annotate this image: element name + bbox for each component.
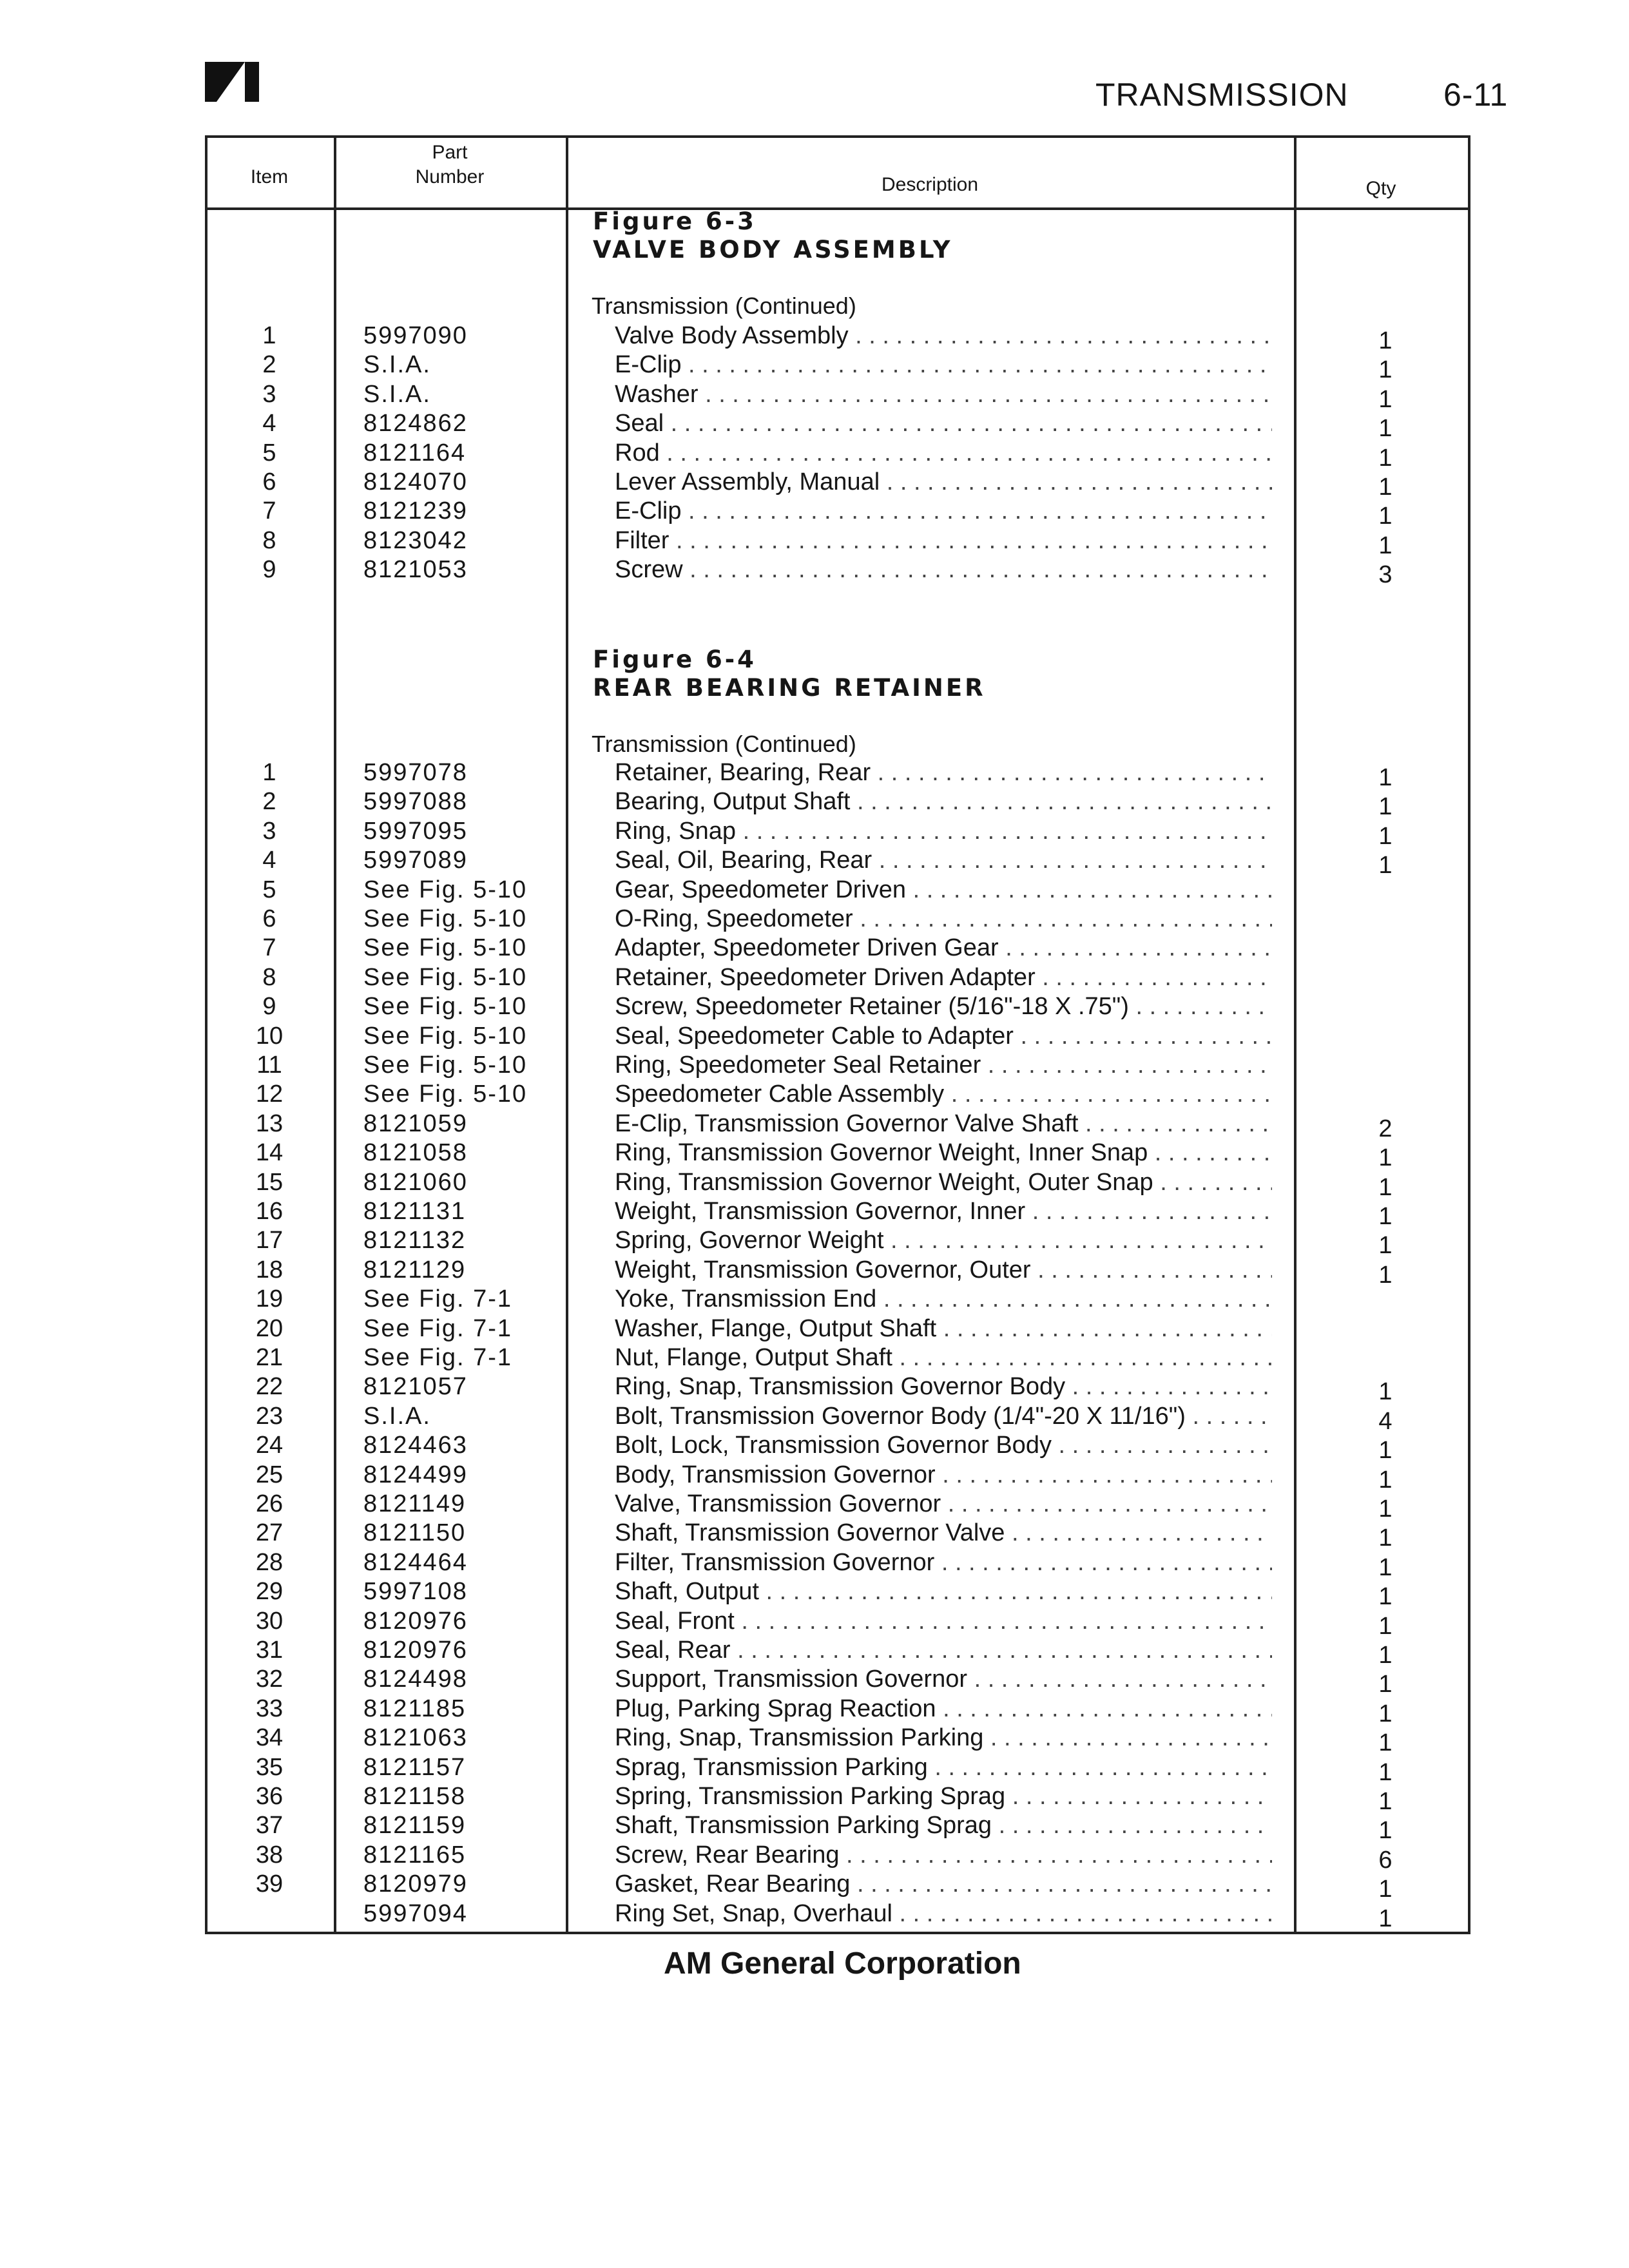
table-row (205, 1081, 1470, 1110)
item-cell: 8 (262, 526, 276, 554)
item-cell: 35 (255, 1753, 284, 1781)
table-row (205, 1344, 1470, 1374)
qty-cell: 1 (1378, 327, 1393, 354)
footer-company: AM General Corporation (664, 1946, 1021, 1981)
table-row (205, 1870, 1470, 1903)
part-number-cell: See Fig. 5-10 (363, 934, 528, 962)
table-row (205, 1373, 1470, 1406)
table-row (205, 556, 1470, 589)
table-row (205, 1578, 1470, 1611)
item-cell: 15 (255, 1168, 284, 1196)
table-row (205, 497, 1470, 530)
part-number-cell: S.I.A. (363, 351, 431, 379)
description-cell: E-Clip, Transmission Governor Valve Shaft . . . (615, 1110, 1272, 1138)
qty-cell: 1 (1378, 385, 1393, 413)
item-cell: 31 (255, 1637, 284, 1664)
part-number-cell: 5997108 (363, 1578, 468, 1606)
qty-cell: 1 (1378, 1495, 1393, 1523)
table-row (205, 817, 1470, 850)
item-cell: 4 (262, 410, 276, 437)
qty-cell: 1 (1378, 1232, 1393, 1260)
part-number-cell: 8123042 (363, 526, 468, 554)
part-number-cell: 5997089 (363, 847, 468, 874)
part-number-cell: 8124862 (363, 410, 468, 437)
qty-cell: 2 (1378, 1115, 1393, 1142)
part-number-cell: 8121059 (363, 1110, 468, 1137)
table-row (205, 1666, 1470, 1698)
table-row (205, 964, 1470, 994)
table-row (205, 1023, 1470, 1052)
qty-cell: 1 (1378, 1876, 1393, 1903)
item-cell: 36 (255, 1783, 284, 1810)
description-cell: Plug, Parking Sprag Reaction . . . (615, 1695, 1272, 1723)
item-cell: 9 (262, 556, 276, 584)
qty-cell: 1 (1378, 852, 1393, 879)
qty-cell: 3 (1378, 561, 1393, 589)
qty-cell: 1 (1378, 1437, 1393, 1465)
table-row (205, 1783, 1470, 1815)
item-cell: 30 (255, 1607, 284, 1635)
table-row (205, 1900, 1470, 1930)
description-cell: Support, Transmission Governor . . . (615, 1666, 1272, 1693)
item-cell: 2 (262, 351, 276, 379)
table-row (205, 1461, 1470, 1494)
description-cell: Ring Set, Snap, Overhaul . . . (615, 1900, 1272, 1928)
description-cell: Shaft, Transmission Governor Valve . . . (615, 1519, 1272, 1547)
table-row (205, 876, 1470, 906)
table-row (205, 1110, 1470, 1140)
header-description: Description (881, 174, 979, 195)
item-cell: 14 (255, 1139, 284, 1167)
table-row (205, 351, 1470, 384)
description-cell: O-Ring, Speedometer . . . (615, 905, 1272, 933)
qty-cell: 1 (1378, 1203, 1393, 1230)
item-cell: 33 (255, 1695, 284, 1722)
description-cell: Weight, Transmission Governor, Outer . . . (615, 1256, 1272, 1284)
item-cell: 5 (262, 439, 276, 466)
description-cell: Sprag, Transmission Parking . . . (615, 1754, 1272, 1782)
qty-cell: 1 (1378, 1583, 1393, 1611)
part-number-cell: 8124499 (363, 1461, 468, 1488)
qty-cell: 1 (1378, 1144, 1393, 1172)
table-bottom-border (205, 1932, 1470, 1934)
description-cell: Filter, Transmission Governor . . . (615, 1549, 1272, 1577)
description-cell: E-Clip . . . (615, 497, 1272, 525)
item-cell: 4 (262, 847, 276, 874)
part-number-cell: 8121057 (363, 1373, 468, 1401)
qty-cell: 1 (1378, 1671, 1393, 1698)
item-cell: 27 (255, 1519, 284, 1547)
part-number-cell: See Fig. 7-1 (363, 1285, 512, 1313)
description-cell: Bolt, Transmission Governor Body (1/4"-20 X 11/16") . . . (615, 1403, 1272, 1430)
part-number-cell: See Fig. 7-1 (363, 1314, 512, 1342)
part-number-cell: 8121131 (363, 1198, 467, 1225)
item-cell: 37 (255, 1812, 284, 1840)
description-cell: Washer, Flange, Output Shaft . . . (615, 1315, 1272, 1343)
part-number-cell: 8121157 (363, 1753, 467, 1781)
description-cell: Seal, Front . . . (615, 1608, 1272, 1635)
qty-cell: 1 (1378, 1758, 1393, 1786)
part-number-cell: 5997094 (363, 1899, 468, 1927)
table-row (205, 934, 1470, 964)
table-row (205, 1168, 1470, 1201)
item-cell: 39 (255, 1870, 284, 1898)
description-cell: Screw . . . (615, 556, 1272, 584)
table-row (205, 1432, 1470, 1465)
description-cell: Weight, Transmission Governor, Inner . . . (615, 1198, 1272, 1225)
part-number-cell: 8124464 (363, 1548, 468, 1576)
part-number-cell: 8121185 (363, 1695, 467, 1722)
figure-title: VALVE BODY ASSEMBLY (593, 236, 953, 264)
description-cell: Bolt, Lock, Transmission Governor Body . . . (615, 1432, 1272, 1459)
qty-cell: 1 (1378, 1700, 1393, 1727)
item-cell: 23 (255, 1402, 284, 1430)
table-row (205, 410, 1470, 443)
table-row (205, 1315, 1470, 1345)
qty-cell: 6 (1378, 1846, 1393, 1874)
description-cell: Shaft, Output . . . (615, 1578, 1272, 1606)
qty-cell: 1 (1378, 1553, 1393, 1581)
part-number-cell: See Fig. 5-10 (363, 1022, 528, 1050)
item-cell: 7 (262, 497, 276, 525)
company-logo-icon (205, 62, 264, 102)
description-cell: Filter . . . (615, 527, 1272, 555)
group-label: Transmission (Continued) (592, 731, 856, 757)
part-number-cell: S.I.A. (363, 1402, 431, 1430)
description-cell: Ring, Transmission Governor Weight, Inner Snap . . . (615, 1139, 1272, 1167)
item-cell: 19 (255, 1285, 284, 1313)
part-number-cell: 5997078 (363, 759, 468, 786)
item-cell: 16 (255, 1198, 284, 1225)
description-cell: Retainer, Bearing, Rear . . . (615, 759, 1272, 787)
header-bottom-border (205, 207, 1470, 210)
qty-cell: 1 (1378, 1261, 1393, 1289)
table-row (205, 1256, 1470, 1289)
part-number-cell: 8121129 (363, 1256, 467, 1283)
part-number-cell: 8121150 (363, 1519, 467, 1547)
description-cell: Spring, Transmission Parking Sprag . . . (615, 1783, 1272, 1811)
description-cell: Seal . . . (615, 410, 1272, 437)
part-number-cell: 5997090 (363, 322, 468, 349)
part-number-cell: See Fig. 5-10 (363, 963, 528, 991)
item-cell: 6 (262, 468, 276, 495)
qty-cell: 1 (1378, 1524, 1393, 1552)
table-row (205, 1695, 1470, 1725)
description-cell: Seal, Speedometer Cable to Adapter . . . (615, 1023, 1272, 1050)
part-number-cell: See Fig. 5-10 (363, 876, 528, 903)
header-item: Item (250, 166, 289, 187)
description-cell: Ring, Snap, Transmission Governor Body . . . (615, 1373, 1272, 1401)
item-cell: 1 (262, 759, 276, 786)
description-cell: Valve Body Assembly . . . (615, 322, 1272, 350)
part-number-cell: 8120976 (363, 1607, 468, 1635)
qty-cell: 1 (1378, 793, 1393, 821)
description-cell: Valve, Transmission Governor . . . (615, 1490, 1272, 1518)
description-cell: Ring, Snap . . . (615, 818, 1272, 845)
table-row (205, 1285, 1470, 1315)
description-cell: Gear, Speedometer Driven . . . (615, 876, 1272, 904)
qty-cell: 1 (1378, 1729, 1393, 1757)
item-cell: 25 (255, 1461, 284, 1488)
item-cell: 18 (255, 1256, 284, 1283)
part-number-cell: 5997095 (363, 817, 468, 845)
part-number-cell: 8121164 (363, 439, 467, 466)
item-cell: 22 (255, 1373, 284, 1401)
table-row (205, 905, 1470, 935)
part-number-cell: 8121149 (363, 1490, 467, 1517)
description-cell: Ring, Snap, Transmission Parking . . . (615, 1724, 1272, 1752)
table-row (205, 788, 1470, 821)
part-number-cell: 8121053 (363, 556, 468, 584)
description-cell: Nut, Flange, Output Shaft . . . (615, 1344, 1272, 1372)
table-row (205, 1753, 1470, 1786)
table-row (205, 1841, 1470, 1874)
description-cell: Bearing, Output Shaft . . . (615, 788, 1272, 816)
item-cell: 3 (262, 817, 276, 845)
table-row (205, 322, 1470, 352)
qty-cell: 1 (1378, 1817, 1393, 1845)
description-cell: Retainer, Speedometer Driven Adapter . . . (615, 964, 1272, 992)
part-number-cell: 8124463 (363, 1432, 468, 1459)
item-cell: 38 (255, 1841, 284, 1869)
item-cell: 1 (262, 322, 276, 349)
item-cell: 8 (262, 963, 276, 991)
table-row (205, 1637, 1470, 1669)
table-row (205, 1812, 1470, 1845)
part-number-cell: 8121058 (363, 1139, 468, 1167)
figure-label: Figure 6-4 (593, 646, 757, 673)
table-row (205, 759, 1470, 789)
description-cell: Spring, Governor Weight . . . (615, 1227, 1272, 1254)
table-row (205, 1519, 1470, 1552)
figure-title: REAR BEARING RETAINER (593, 674, 986, 702)
description-cell: Shaft, Transmission Parking Sprag . . . (615, 1812, 1272, 1840)
table-row (205, 1607, 1470, 1640)
item-cell: 28 (255, 1548, 284, 1576)
table-row (205, 1227, 1470, 1260)
table-row (205, 527, 1470, 557)
item-cell: 10 (255, 1022, 284, 1050)
part-number-cell: 8121063 (363, 1724, 468, 1752)
qty-cell: 1 (1378, 415, 1393, 443)
header-part-line2: Number (415, 166, 485, 187)
description-cell: Seal, Rear . . . (615, 1637, 1272, 1664)
table-row (205, 847, 1470, 879)
part-number-cell: 8121158 (363, 1783, 467, 1810)
header-part-line1: Part (432, 142, 468, 163)
qty-cell: 1 (1378, 444, 1393, 472)
description-cell: Seal, Oil, Bearing, Rear . . . (615, 847, 1272, 874)
group-label: Transmission (Continued) (592, 293, 856, 319)
item-cell: 21 (255, 1344, 284, 1371)
header-qty: Qty (1365, 178, 1396, 199)
description-cell: Speedometer Cable Assembly . . . (615, 1081, 1272, 1108)
table-row (205, 1139, 1470, 1172)
table-row (205, 1198, 1470, 1230)
qty-cell: 1 (1378, 1642, 1393, 1669)
parts-table (205, 135, 1470, 1939)
item-cell: 5 (262, 876, 276, 903)
description-cell: Adapter, Speedometer Driven Gear . . . (615, 934, 1272, 962)
part-number-cell: 8121165 (363, 1841, 467, 1869)
item-cell: 13 (255, 1110, 284, 1137)
item-cell: 6 (262, 905, 276, 932)
item-cell: 7 (262, 934, 276, 962)
description-cell: Washer . . . (615, 381, 1272, 408)
part-number-cell: S.I.A. (363, 380, 431, 408)
item-cell: 3 (262, 380, 276, 408)
description-cell: Gasket, Rear Bearing . . . (615, 1870, 1272, 1898)
item-cell: 32 (255, 1666, 284, 1693)
table-row (205, 993, 1470, 1023)
description-cell: Screw, Rear Bearing . . . (615, 1841, 1272, 1869)
description-cell: Screw, Speedometer Retainer (5/16"-18 X .75") . . . (615, 993, 1272, 1021)
item-cell: 11 (256, 1052, 282, 1079)
item-cell: 12 (255, 1081, 284, 1108)
qty-cell: 4 (1378, 1407, 1393, 1435)
item-cell: 24 (255, 1432, 284, 1459)
part-number-cell: See Fig. 5-10 (363, 1052, 528, 1079)
part-number-cell: See Fig. 5-10 (363, 905, 528, 932)
part-number-cell: 8121239 (363, 497, 468, 525)
part-number-cell: 8121132 (363, 1227, 467, 1254)
qty-cell: 1 (1378, 1612, 1393, 1640)
description-cell: Ring, Transmission Governor Weight, Outer Snap . . . (615, 1169, 1272, 1196)
figure-label: Figure 6-3 (593, 207, 757, 235)
part-number-cell: 8124070 (363, 468, 468, 495)
table-row (205, 1549, 1470, 1579)
item-cell: 20 (255, 1314, 284, 1342)
table-row (205, 439, 1470, 472)
description-cell: E-Clip . . . (615, 351, 1272, 379)
page-number: 6-11 (1443, 77, 1509, 113)
qty-cell: 1 (1378, 1788, 1393, 1815)
table-row (205, 380, 1470, 413)
part-number-cell: 8121060 (363, 1168, 468, 1196)
qty-cell: 1 (1378, 822, 1393, 850)
description-cell: Yoke, Transmission End . . . (615, 1285, 1272, 1313)
part-number-cell: See Fig. 7-1 (363, 1344, 512, 1371)
table-row (205, 1490, 1470, 1523)
qty-cell: 1 (1378, 764, 1393, 791)
item-cell: 17 (255, 1227, 284, 1254)
qty-cell: 1 (1378, 474, 1393, 501)
qty-cell: 1 (1378, 356, 1393, 384)
part-number-cell: See Fig. 5-10 (363, 1081, 528, 1108)
item-cell: 9 (262, 993, 276, 1021)
part-number-cell: 8124498 (363, 1666, 468, 1693)
item-cell: 26 (255, 1490, 284, 1517)
qty-cell: 1 (1378, 503, 1393, 530)
description-cell: Lever Assembly, Manual . . . (615, 468, 1272, 496)
qty-cell: 1 (1378, 1378, 1393, 1406)
description-cell: Rod . . . (615, 439, 1272, 467)
table-row (205, 1052, 1470, 1081)
item-cell: 2 (262, 788, 276, 816)
qty-cell: 1 (1378, 532, 1393, 559)
part-number-cell: 5997088 (363, 788, 468, 816)
qty-cell: 1 (1378, 1905, 1393, 1932)
item-cell: 29 (255, 1578, 284, 1606)
part-number-cell: See Fig. 5-10 (363, 993, 528, 1021)
description-cell: Body, Transmission Governor . . . (615, 1461, 1272, 1489)
qty-cell: 1 (1378, 1466, 1393, 1494)
table-row (205, 1724, 1470, 1757)
table-row (205, 1402, 1470, 1435)
part-number-cell: 8120976 (363, 1637, 468, 1664)
part-number-cell: 8121159 (363, 1812, 467, 1840)
table-row (205, 468, 1470, 501)
page-section-title: TRANSMISSION (1095, 77, 1349, 113)
item-cell: 34 (255, 1724, 284, 1752)
qty-cell: 1 (1378, 1173, 1393, 1201)
table-top-border (205, 135, 1470, 138)
part-number-cell: 8120979 (363, 1870, 468, 1898)
description-cell: Ring, Speedometer Seal Retainer . . . (615, 1052, 1272, 1079)
